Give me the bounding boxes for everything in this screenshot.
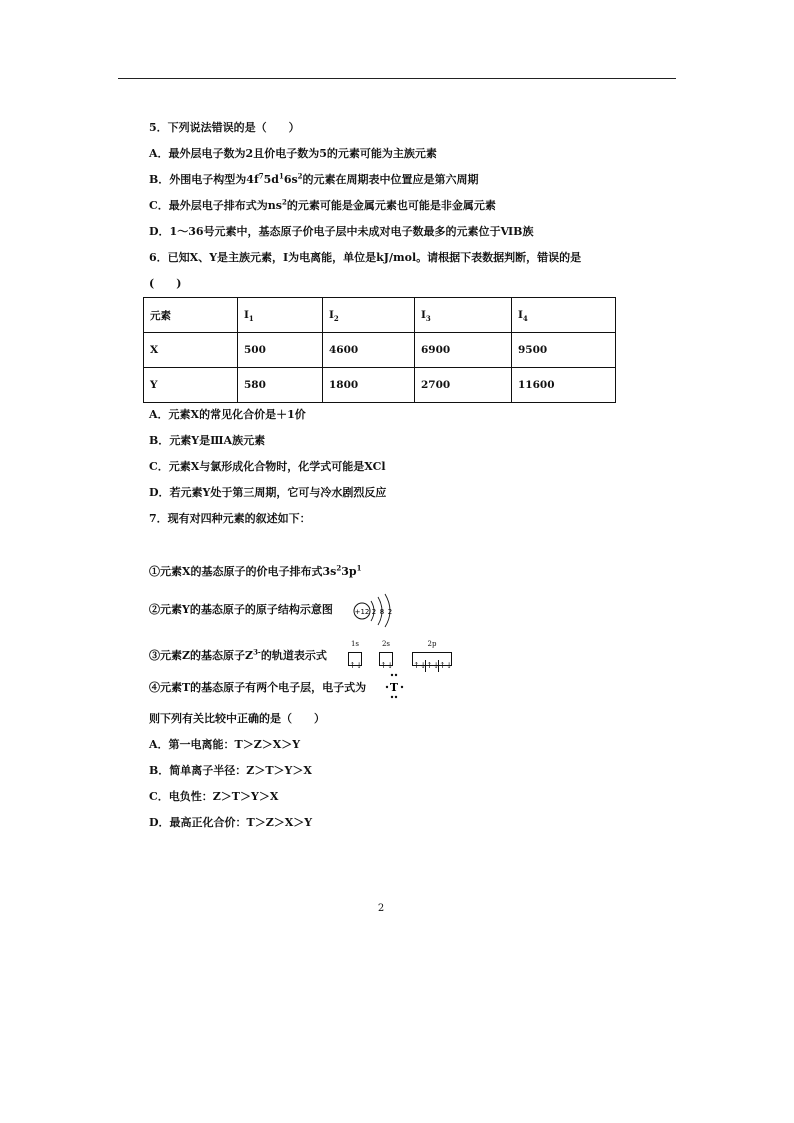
q7-option-c: C．电负性：Z＞T＞Y＞X xyxy=(149,790,279,803)
table-cell: X xyxy=(144,333,238,368)
q6-stem: 6．已知X、Y是主族元素，I为电离能，单位是kJ/mol。请根据下表数据判断，错误的是 xyxy=(149,251,582,264)
orbital-label: 2s xyxy=(381,640,391,648)
q7-option-a: A．第一电离能：T＞Z＞X＞Y xyxy=(149,738,301,751)
electron-dot xyxy=(391,674,393,676)
orbital-label: 2p xyxy=(427,640,437,648)
electron-dot xyxy=(395,674,397,676)
orbital-box xyxy=(379,652,394,670)
electron-dot xyxy=(401,686,403,688)
table-header-cell: $I_1$ xyxy=(238,298,323,333)
table-cell: 9500 xyxy=(512,333,616,368)
q7-option-d: D．最高正化合价：T＞Z＞X＞Y xyxy=(149,816,313,829)
table-header-cell: $I_3$ xyxy=(415,298,512,333)
page-number: 2 xyxy=(377,903,385,914)
table-cell: 6900 xyxy=(415,333,512,368)
orbital-label: 1s xyxy=(350,640,360,648)
q7-item-1: ①元素X的基态原子的价电子排布式$3s^23p^1$ xyxy=(149,563,362,578)
q6-option-a: A．元素X的常见化合价是＋1价 xyxy=(149,408,306,421)
q7-item-3: ③元素Z的基态原子$Z^{3-}$的轨道表示式 xyxy=(149,647,327,662)
table-cell: Y xyxy=(144,368,238,403)
table-header-cell: 元素 xyxy=(144,298,238,333)
orbital-diagram xyxy=(348,640,468,668)
shell-electron-count: 8 xyxy=(379,608,385,616)
orbital-cell: ↑↓ xyxy=(413,660,427,670)
q7-option-b: B．简单离子半径：Z＞T＞Y＞X xyxy=(149,764,312,777)
q5-option-a: A．最外层电子数为2且价电子数为5的元素可能为主族元素 xyxy=(149,147,437,160)
orbital-cell: ↑↓ xyxy=(426,660,440,670)
electron-dot xyxy=(395,696,397,698)
element-symbol: T xyxy=(389,681,399,694)
q5-option-d: D．1～36号元素中，基态原子价电子层中未成对电子数最多的元素位于ⅥB族 xyxy=(149,225,534,238)
electron-dot-diagram xyxy=(383,672,405,700)
shell-electron-count: 2 xyxy=(371,608,377,616)
table-cell: 1800 xyxy=(323,368,415,403)
table-header-cell: $I_4$ xyxy=(512,298,616,333)
q7-question: 则下列有关比较中正确的是（ ） xyxy=(149,712,325,725)
orbital-2s xyxy=(379,640,394,670)
q7-item-2: ②元素Y的基态原子的原子结构示意图 xyxy=(149,603,333,616)
table-cell: 11600 xyxy=(512,368,616,403)
q6-option-d: D．若元素Y处于第三周期，它可与冷水剧烈反应 xyxy=(149,486,387,499)
q6-option-b: B．元素Y是ⅢA族元素 xyxy=(149,434,266,447)
nucleus-charge: +12 xyxy=(354,608,370,616)
orbital-1s xyxy=(348,640,363,670)
table-cell: 2700 xyxy=(415,368,512,403)
orbital-2p xyxy=(412,640,453,670)
atomic-structure-diagram xyxy=(352,592,398,628)
table-cell: 500 xyxy=(238,333,323,368)
electron-dot xyxy=(386,686,388,688)
q5-stem: 5．下列说法错误的是（ ） xyxy=(149,121,300,134)
q6-option-c: C．元素X与氯形成化合物时，化学式可能是XCl xyxy=(149,460,386,473)
q6-stem-paren: ( ) xyxy=(149,277,182,290)
orbital-box xyxy=(348,652,363,670)
table-row xyxy=(144,333,616,368)
q5-option-b: B．外围电子构型为$4f^75d^16s^2$的元素在周期表中位置应是第六周期 xyxy=(149,171,479,186)
table-cell: 580 xyxy=(238,368,323,403)
orbital-cell: ↑↓ xyxy=(349,660,363,670)
q7-stem: 7．现有对四种元素的叙述如下： xyxy=(149,512,311,525)
orbital-box xyxy=(412,652,453,670)
table-row xyxy=(144,368,616,403)
table-cell: 4600 xyxy=(323,333,415,368)
orbital-cell: ↑↓ xyxy=(380,660,394,670)
q5-option-c: C．最外层电子排布式为$ns^2$的元素可能是金属元素也可能是非金属元素 xyxy=(149,197,496,212)
orbital-cell: ↑↓ xyxy=(439,660,453,670)
header-rule xyxy=(118,78,676,79)
table-header-cell: $I_2$ xyxy=(323,298,415,333)
electron-dot xyxy=(391,696,393,698)
ionization-energy-table xyxy=(143,297,616,403)
table-header-row xyxy=(144,298,616,333)
shell-electron-count: 2 xyxy=(387,608,393,616)
q7-item-4: ④元素T的基态原子有两个电子层，电子式为 xyxy=(149,681,367,694)
